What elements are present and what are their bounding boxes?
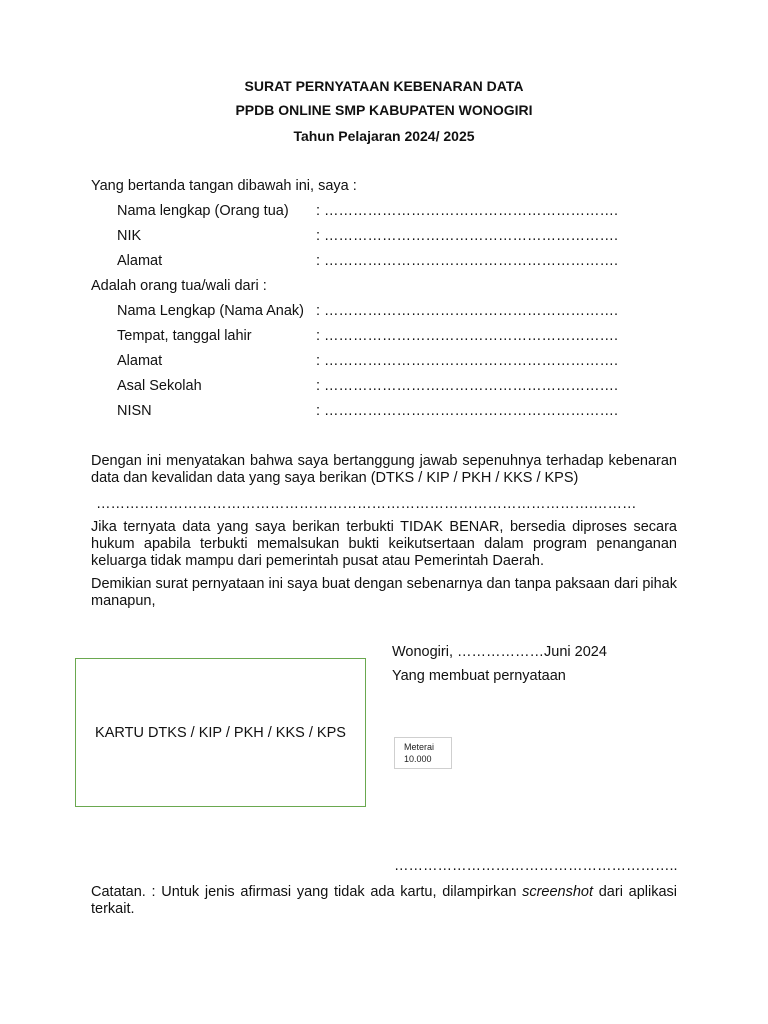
field-label-nik: NIK	[117, 228, 142, 244]
statement-paragraph: Dengan ini menyatakan bahwa saya bertanggung jawab sepenuhnya terhadap kebenaran data dan kevalidan data yang saya berikan (DTKS / KIP / PKH / KKS / KPS)	[91, 453, 677, 486]
field-value-child-address: : …………………………………………………….	[316, 353, 619, 369]
school-year: Tahun Pelajaran 2024/ 2025	[293, 128, 475, 144]
field-label-birth: Tempat, tanggal lahir	[117, 328, 252, 344]
place-date: Wonogiri, ………………Juni 2024	[392, 644, 607, 660]
dotted-fill-line: ………………………………………………………………………………………….………	[96, 496, 637, 512]
meterai-stamp	[394, 737, 452, 769]
field-label-child-address: Alamat	[117, 353, 163, 369]
card-box-label: KARTU DTKS / KIP / PKH / KKS / KPS	[95, 725, 346, 741]
meterai-value: 10.000	[404, 754, 432, 764]
note-prefix: Catatan. : Untuk jenis afirmasi yang tidak ada kartu, dilampirkan	[91, 884, 523, 900]
child-intro-text: Adalah orang tua/wali dari :	[91, 278, 267, 294]
field-value-school: : …………………………………………………….	[316, 378, 619, 394]
note-emphasis: screenshot	[522, 884, 594, 900]
intro-text: Yang bertanda tangan dibawah ini, saya :	[91, 178, 357, 194]
document-title: SURAT PERNYATAAN KEBENARAN DATA	[244, 78, 524, 94]
field-value-nik: : …………………………………………………….	[316, 228, 619, 244]
field-value-nisn: : …………………………………………………….	[316, 403, 619, 419]
field-label-parent-name: Nama lengkap (Orang tua)	[117, 203, 289, 219]
field-label-school: Asal Sekolah	[117, 378, 202, 394]
note-paragraph	[91, 884, 677, 918]
note-suffix: dari aplikasi terkait.	[91, 884, 677, 917]
legal-paragraph: Jika ternyata data yang saya berikan terbukti TIDAK BENAR, bersedia diproses secara hukum apabila terbukti memalsukan bukti keikutsertaan dalam program penanganan keluarga tidak mampu dari pemerintah pusat atau Pemerintah Daerah.	[91, 519, 677, 569]
field-label-nisn: NISN	[117, 403, 152, 419]
meterai-label: Meterai	[404, 742, 435, 752]
field-label-child-name: Nama Lengkap (Nama Anak)	[117, 303, 304, 319]
field-value-child-name: : …………………………………………………….	[316, 303, 619, 319]
field-label-parent-address: Alamat	[117, 253, 163, 269]
card-attachment-box	[75, 658, 366, 807]
field-value-parent-name: : …………………………………………………….	[316, 203, 619, 219]
signature-name-line: …………………………………………………..	[394, 858, 678, 874]
closing-paragraph: Demikian surat pernyataan ini saya buat dengan sebenarnya dan tanpa paksaan dari pihak manapun,	[91, 576, 677, 609]
maker-label: Yang membuat pernyataan	[392, 668, 566, 684]
field-value-parent-address: : …………………………………………………….	[316, 253, 619, 269]
document-subtitle: PPDB ONLINE SMP KABUPATEN WONOGIRI	[235, 102, 533, 118]
field-value-birth: : …………………………………………………….	[316, 328, 619, 344]
